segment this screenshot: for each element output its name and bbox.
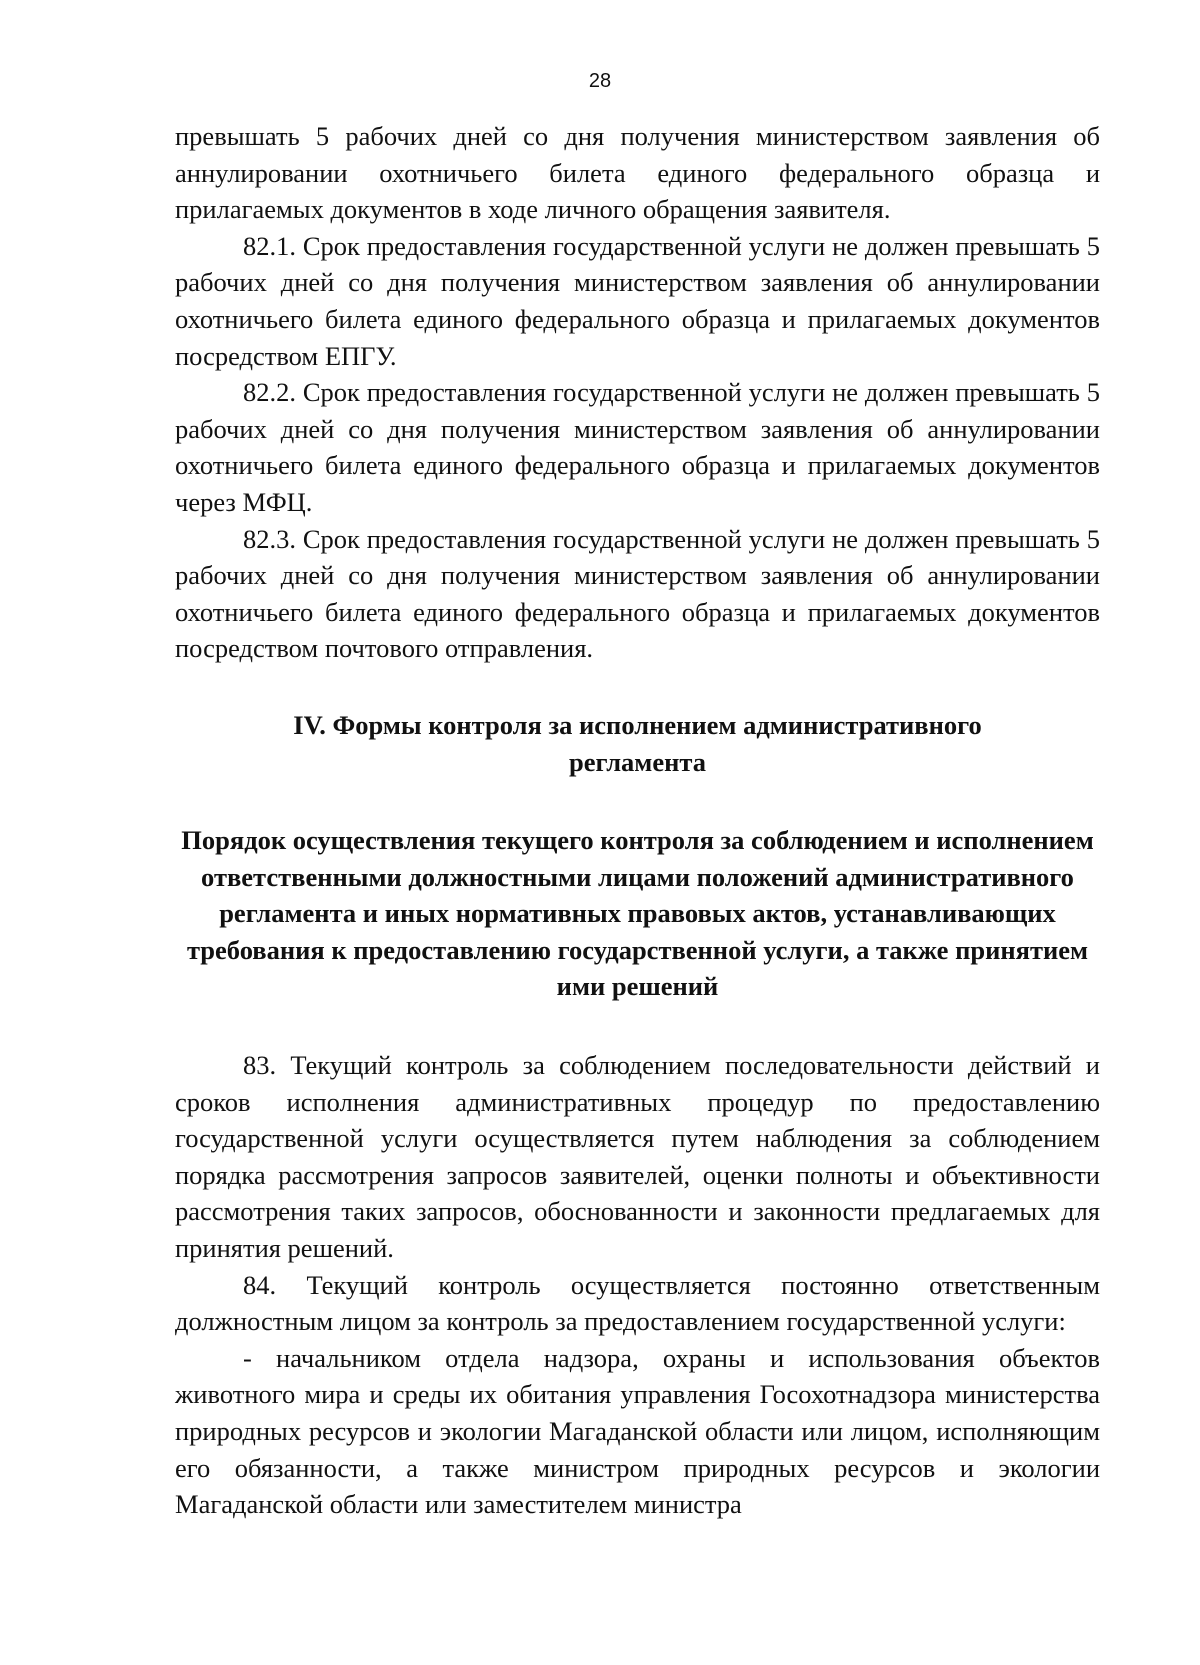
section-iv-subtitle: Порядок осуществления текущего контроля за соблюдением и исполнением ответственными должностными лицами положений административного регламента и иных нормативных правовых актов, устанавливающих требования к предоставлению государственной услуги, а также принятием ими решений [181,825,1094,1002]
document-body [175,118,1100,1523]
paragraph-82-1: 82.1. Срок предоставления государственной услуги не должен превышать 5 рабочих дней со дня получения министерством заявления об аннулировании охотничьего билета единого федерального образца и прилагаемых документов посредством ЕПГУ. [175,230,1100,371]
paragraph-continuation: превышать 5 рабочих дней со дня получения министерством заявления об аннулировании охотничьего билета единого федерального образца и прилагаемых документов в ходе личного обращения заявителя. [175,121,1100,225]
paragraph-84: 84. Текущий контроль осуществляется постоянно ответственным должностным лицом за контроль за предоставлением государственной услуги: [175,1269,1100,1337]
paragraph-82-2: 82.2. Срок предоставления государственной услуги не должен превышать 5 рабочих дней со дня получения министерством заявления об аннулировании охотничьего билета единого федерального образца и прилагаемых документов через МФЦ. [175,377,1100,517]
section-iv-body [175,1047,1100,1523]
section-iv-title: IV. Формы контроля за исполнением административного регламента [293,709,982,777]
paragraph-82-3: 82.3. Срок предоставления государственной услуги не должен превышать 5 рабочих дней со дня получения министерством заявления об аннулировании охотничьего билета единого федерального образца и прилагаемых документов посредством почтового отправления. [175,523,1100,664]
paragraph-84-bullet-1: - начальником отдела надзора, охраны и использования объектов животного мира и среды их обитания управления Госохотнадзора министерства природных ресурсов и экологии Магаданской области или лицом, исполняющим его обязанности, а также министром природных ресурсов и экологии Магаданской области или заместителем министра [175,1342,1100,1520]
paragraph-83: 83. Текущий контроль за соблюдением последовательности действий и сроков исполнения административных процедур по предоставлению государственной услуги осуществляется путем наблюдения за соблюдением порядка рассмотрения запросов заявителей, оценки полноты и объективности рассмотрения таких запросов, обоснованности и законности предлагаемых для принятия решений. [175,1050,1100,1264]
page-number: 28 [588,70,612,92]
